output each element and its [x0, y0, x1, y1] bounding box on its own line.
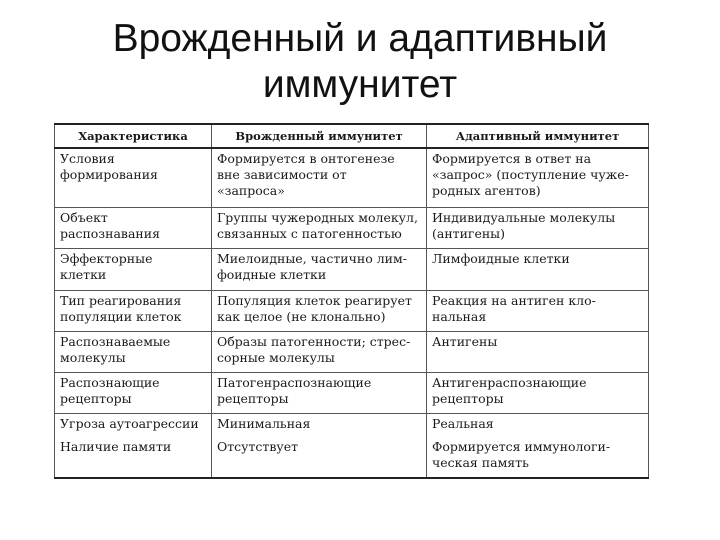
row-characteristic: Объект распознавания [55, 208, 212, 249]
row-innate: Формируется в онтогенезе вне зависимости от «запроса» [212, 148, 427, 208]
row-adaptive: Реальная [427, 414, 649, 437]
slide-title-line-1: Врожденный и адаптивный [112, 17, 608, 60]
slide-title-line-2: иммунитет [262, 63, 458, 106]
row-characteristic: Угроза аутоагрессии [55, 414, 212, 437]
row-innate: Группы чужеродных молекул, связанных с патогенностью [212, 208, 427, 249]
row-adaptive: Антигенраспознающие рецепторы [427, 373, 649, 414]
row-adaptive: Лимфоидные клетки [427, 249, 649, 290]
slide-title [0, 16, 720, 108]
table-header-row [55, 124, 649, 148]
column-header-adaptive: Адаптивный иммунитет [427, 124, 649, 148]
row-innate: Миелоидные, частично лим- фоидные клетки [212, 249, 427, 290]
row-adaptive: Формируется иммунологи- ческая память [427, 437, 649, 478]
row-innate: Популяция клеток реагирует как целое (не клонально) [212, 290, 427, 331]
table-row [55, 437, 649, 478]
row-characteristic: Наличие памяти [55, 437, 212, 478]
row-characteristic: Эффекторные клетки [55, 249, 212, 290]
row-adaptive: Антигены [427, 331, 649, 372]
column-header-innate: Врожденный иммунитет [212, 124, 427, 148]
table-row [55, 373, 649, 414]
row-characteristic: Условия формирования [55, 148, 212, 208]
table-row [55, 148, 649, 208]
column-header-characteristic: Характеристика [55, 124, 212, 148]
row-adaptive: Реакция на антиген кло- нальная [427, 290, 649, 331]
table-row [55, 414, 649, 437]
table-row [55, 331, 649, 372]
row-innate: Образы патогенности; стрес- сорные молекулы [212, 331, 427, 372]
row-characteristic: Тип реагирования популяции клеток [55, 290, 212, 331]
row-innate: Отсутствует [212, 437, 427, 478]
row-adaptive: Индивидуальные молекулы (антигены) [427, 208, 649, 249]
table-row [55, 208, 649, 249]
row-innate: Минимальная [212, 414, 427, 437]
row-adaptive: Формируется в ответ на «запрос» (поступление чуже- родных агентов) [427, 148, 649, 208]
row-characteristic: Распознаваемые молекулы [55, 331, 212, 372]
row-characteristic: Распознающие рецепторы [55, 373, 212, 414]
table-row [55, 249, 649, 290]
table-row [55, 290, 649, 331]
comparison-table-container [54, 123, 648, 479]
comparison-table [54, 123, 649, 479]
row-innate: Патогенраспознающие рецепторы [212, 373, 427, 414]
